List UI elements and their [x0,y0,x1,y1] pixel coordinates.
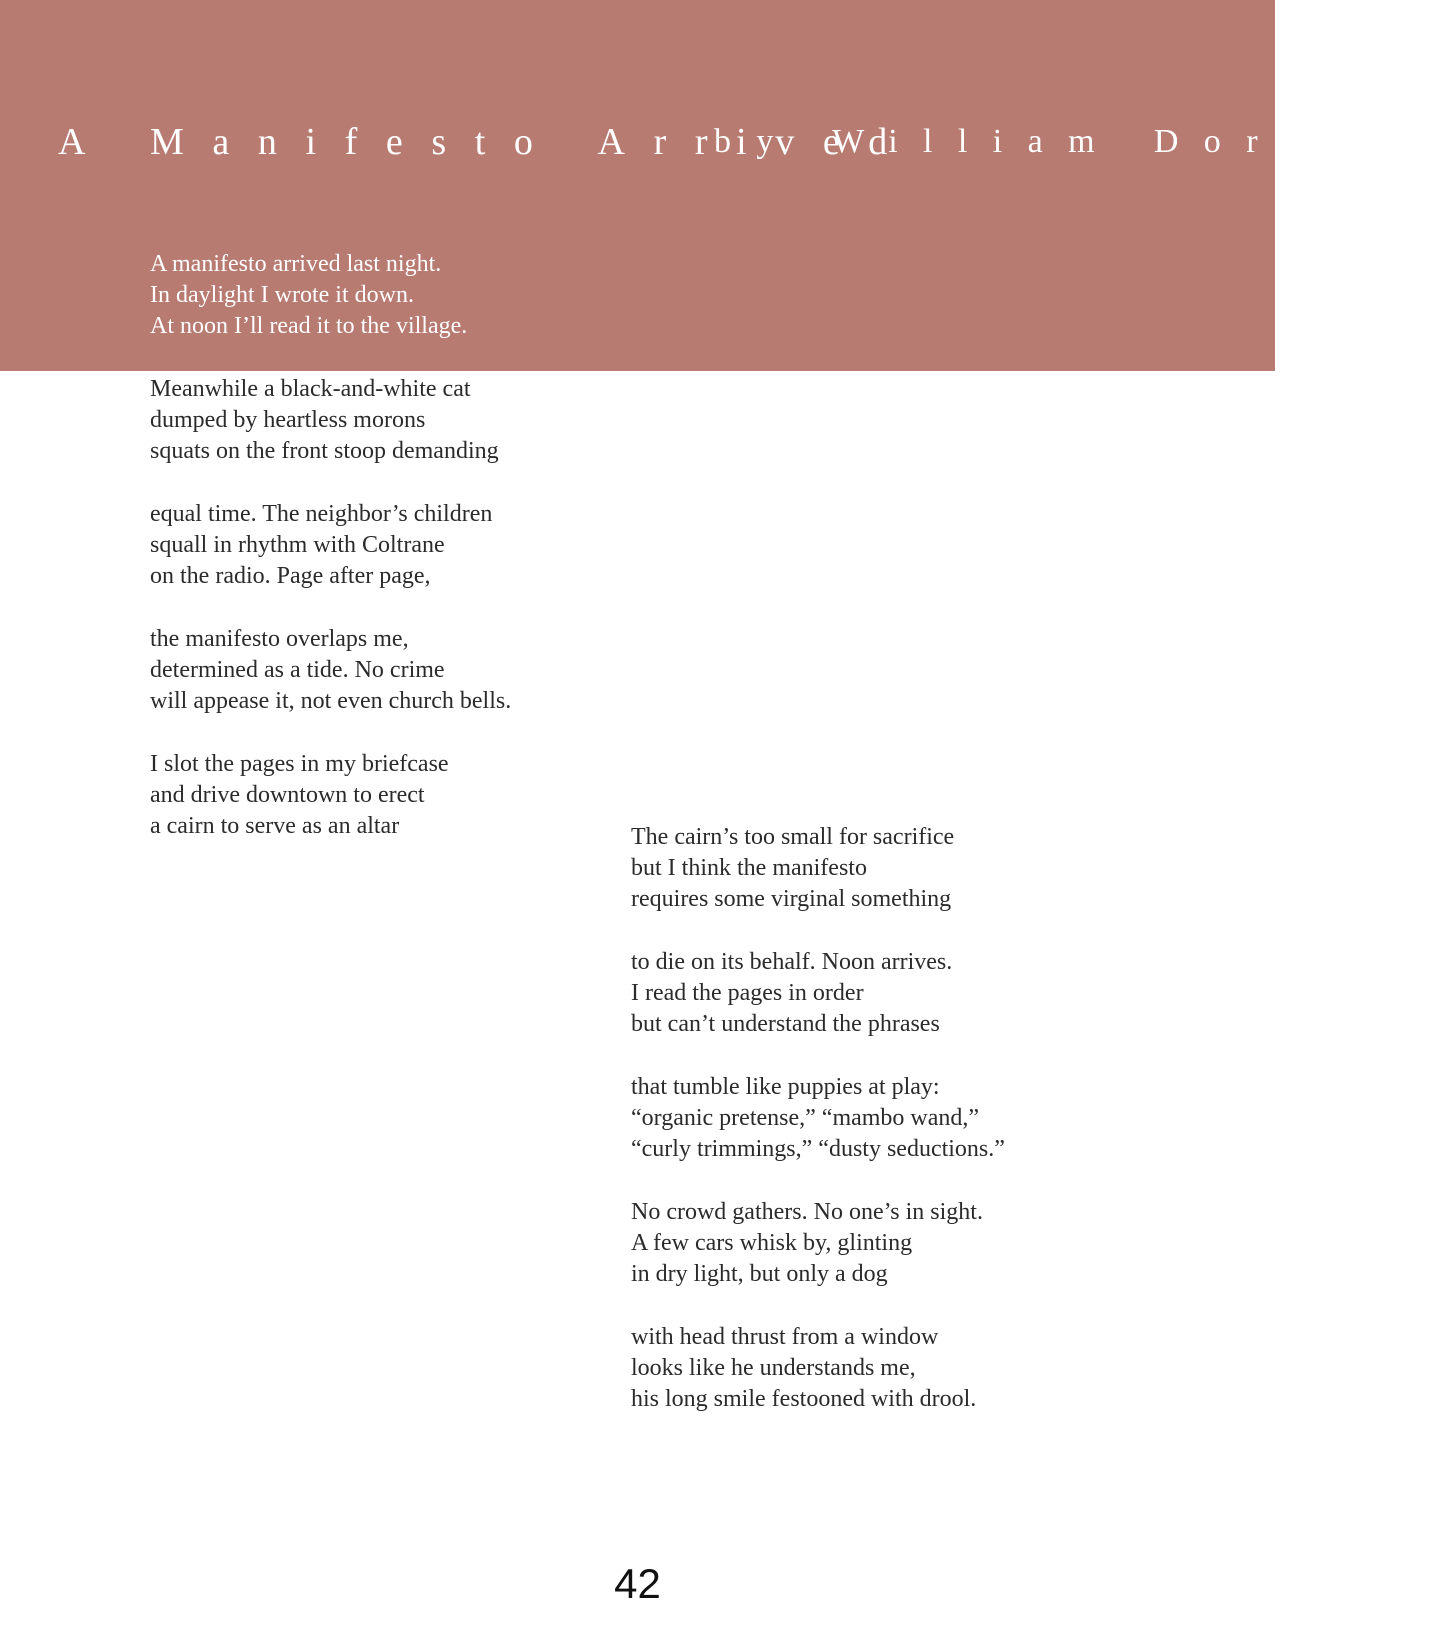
stanza [631,1072,1151,1166]
poem-line: “organic pretense,” “mambo wand,” [631,1105,980,1132]
poem-line: his long smile festooned with drool. [631,1386,977,1413]
poem-line: No crowd gathers. No one’s in sight. [631,1198,983,1225]
poem-line: I slot the pages in my briefcase [150,750,449,777]
poem-line: the manifesto overlaps me, [150,625,409,652]
poem-line: dumped by heartless morons [150,407,426,434]
poem-line: squall in rhythm with Coltrane [150,532,445,559]
stanza [631,947,1151,1041]
poem-line: equal time. The neighbor’s children [150,500,493,527]
stanza [150,249,670,343]
poem-column-left [150,249,670,874]
poem-title: A Manifesto Arrived [58,121,916,163]
poem-line: in dry light, but only a dog [631,1261,888,1288]
poem-line: A manifesto arrived last night. [150,251,442,277]
poem-line: determined as a tide. No crime [150,656,445,683]
poem-line: The cairn’s too small for sacrifice [631,824,955,850]
poem-line: Meanwhile a black-and-white cat [150,375,471,402]
stanza [631,1322,1151,1416]
poem-column-right [631,822,1151,1447]
poem-line: on the radio. Page after page, [150,563,431,590]
stanza [631,1197,1151,1291]
poem-byline: by William Doreski [714,123,1439,160]
poem-line: but I think the manifesto [631,855,867,882]
poem-line: A few cars whisk by, glinting [631,1229,913,1256]
page-number: 42 [614,1560,661,1607]
poem-line: and drive downtown to erect [150,781,425,808]
poem-line: squats on the front stoop demanding [150,438,499,465]
stanza [150,749,670,843]
poem-line: that tumble like puppies at play: [631,1073,940,1100]
poem-line: I read the pages in order [631,980,864,1007]
stanza [150,624,670,718]
poem-line: but can’t understand the phrases [631,1011,940,1038]
stanza [631,822,1151,916]
poem-line: will appease it, not even church bells. [150,688,512,715]
stanza [150,374,670,468]
poem-line: requires some virginal something [631,886,952,913]
poem-line: In daylight I wrote it down. [150,282,414,309]
poem-line: a cairn to serve as an altar [150,813,400,840]
poem-title-line [0,112,1439,172]
poem-line: to die on its behalf. Noon arrives. [631,948,953,975]
stanza [150,499,670,593]
poem-line: with head thrust from a window [631,1323,939,1350]
poem-line: At noon I’ll read it to the village. [150,313,468,340]
poem-line: “curly trimmings,” “dusty seductions.” [631,1136,1005,1163]
poem-line: looks like he understands me, [631,1354,916,1381]
